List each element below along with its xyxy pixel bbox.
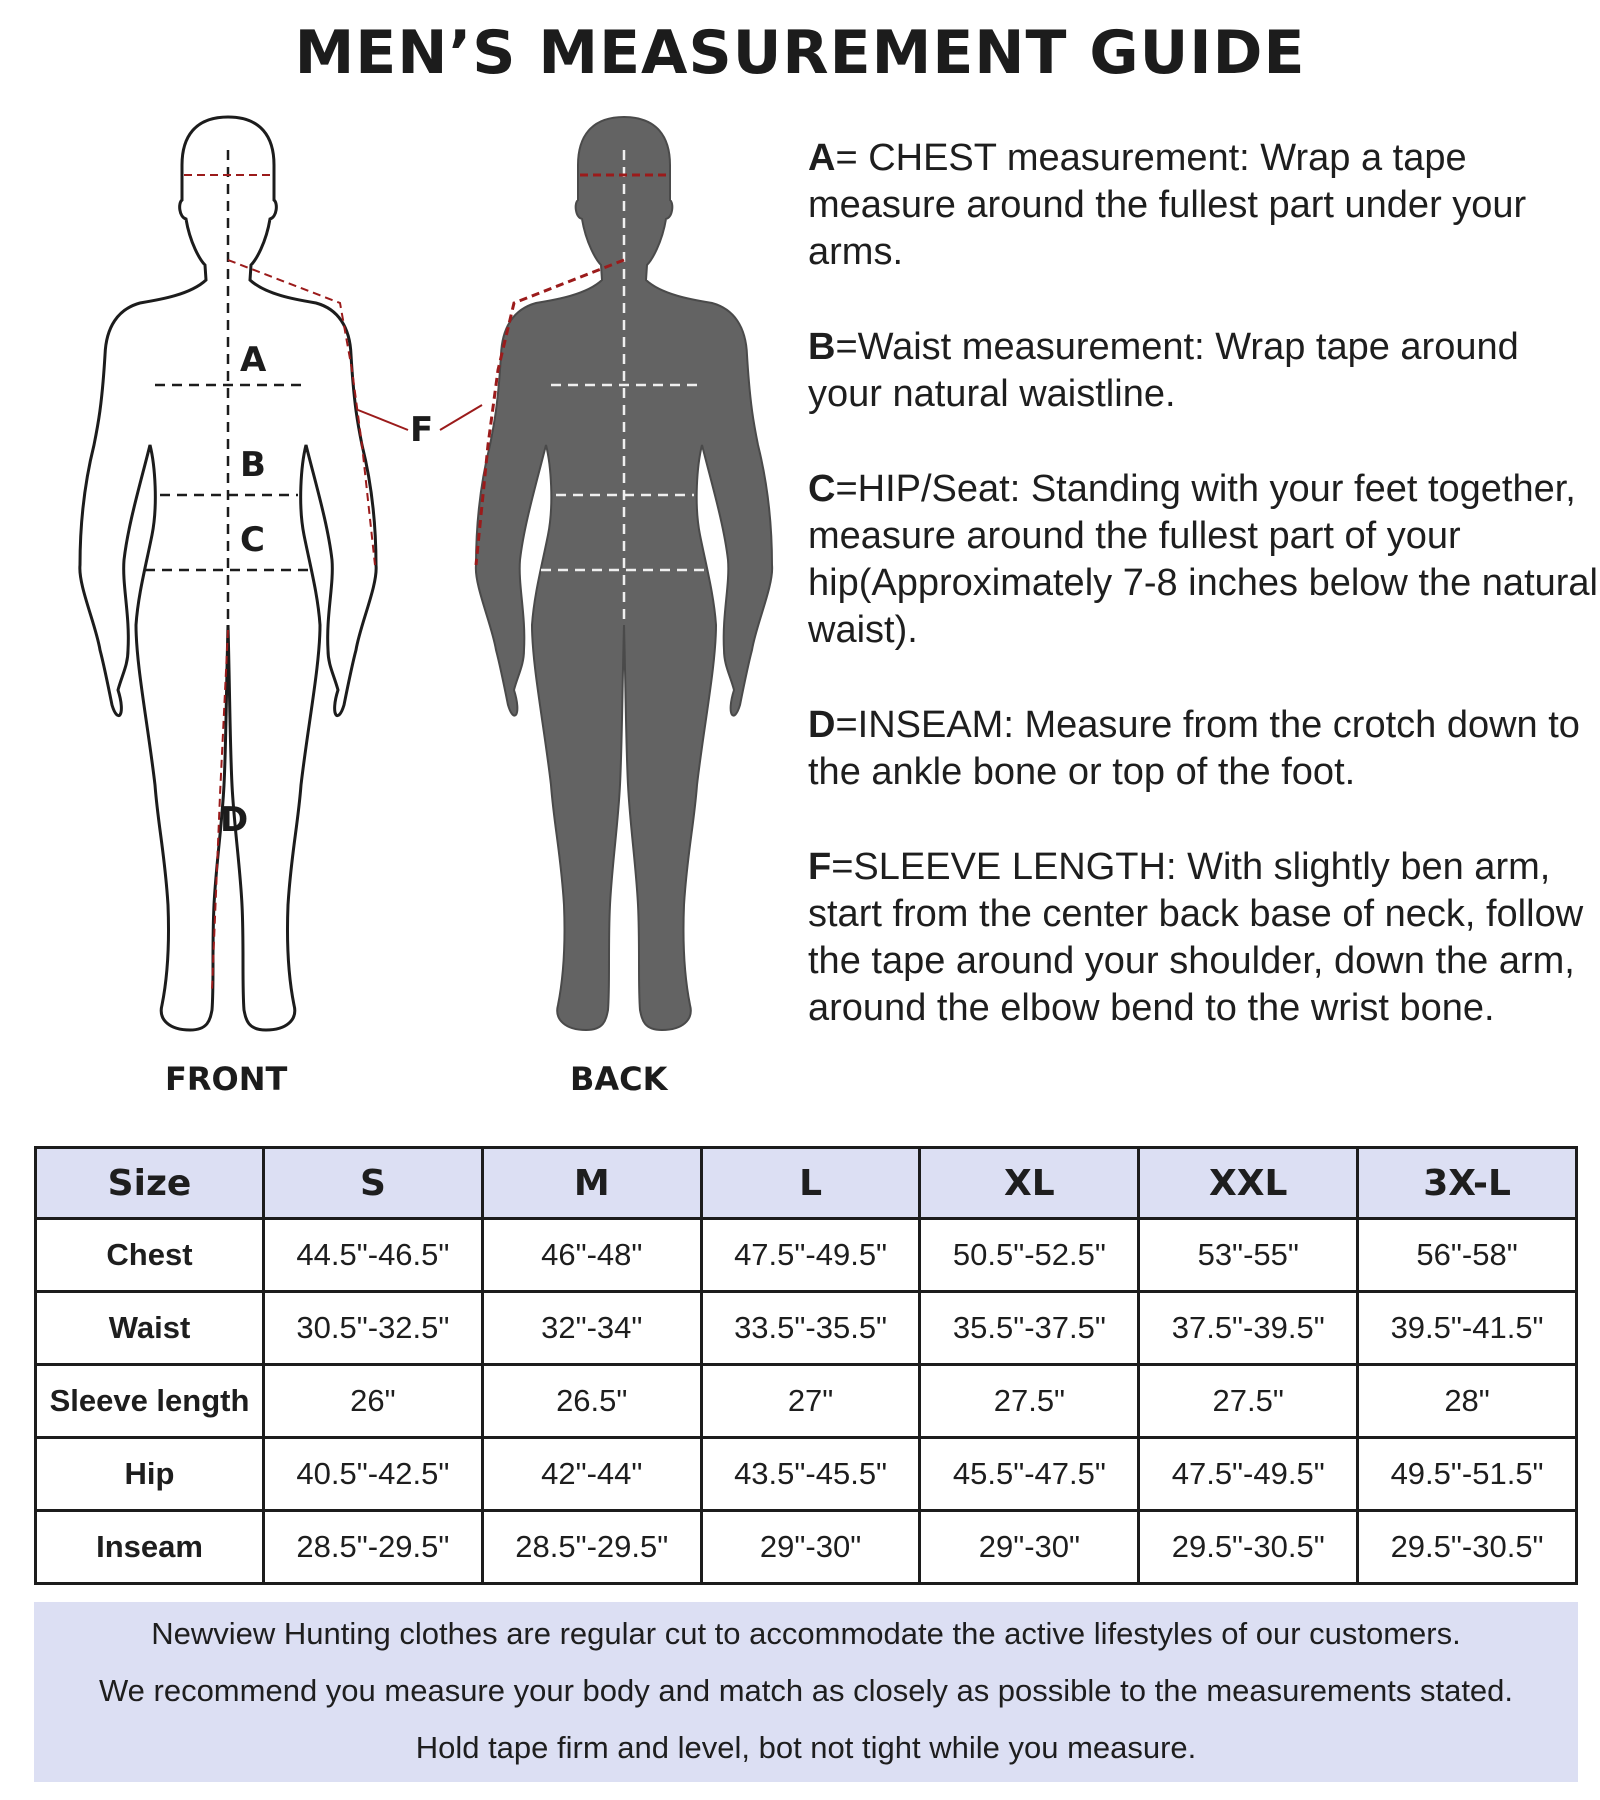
table-row <box>36 1292 1577 1365</box>
marker-d: D <box>220 800 249 840</box>
note-line: Hold tape firm and level, bot not tight while you measure. <box>415 1730 1197 1765</box>
measurement-descriptions <box>808 135 1598 1080</box>
table-cell: 43.5"-45.5" <box>701 1438 920 1511</box>
row-label: Waist <box>36 1292 264 1365</box>
fit-note <box>34 1602 1578 1782</box>
back-label: BACK <box>570 1060 668 1098</box>
row-label: Chest <box>36 1219 264 1292</box>
row-label: Inseam <box>36 1511 264 1584</box>
table-cell: 27.5" <box>920 1365 1139 1438</box>
header-cell: L <box>701 1148 920 1219</box>
table-cell: 29.5"-30.5" <box>1139 1511 1358 1584</box>
table-cell: 50.5"-52.5" <box>920 1219 1139 1292</box>
table-cell: 56"-58" <box>1358 1219 1577 1292</box>
table-cell: 32"-34" <box>482 1292 701 1365</box>
table-cell: 33.5"-35.5" <box>701 1292 920 1365</box>
table-cell: 27.5" <box>1139 1365 1358 1438</box>
note-line: We recommend you measure your body and match as closely as possible to the measurements stated. <box>98 1673 1514 1708</box>
desc-waist: B=Waist measurement: Wrap tape around your natural waistline. <box>808 326 1519 415</box>
table-cell: 29"-30" <box>701 1511 920 1584</box>
marker-a: A <box>240 340 267 380</box>
table-row <box>36 1511 1577 1584</box>
table-cell: 44.5"-46.5" <box>264 1219 483 1292</box>
desc-sleeve: F=SLEEVE LENGTH: With slightly ben arm, start from the center back base of neck, follow the tape around your shoulder, down the arm, around the elbow bend to the wrist bone. <box>808 846 1584 1029</box>
table-cell: 53"-55" <box>1139 1219 1358 1292</box>
marker-f: F <box>410 410 434 450</box>
table-cell: 29"-30" <box>920 1511 1139 1584</box>
table-cell: 46"-48" <box>482 1219 701 1292</box>
header-cell: M <box>482 1148 701 1219</box>
table-header-row <box>36 1148 1577 1219</box>
table-cell: 45.5"-47.5" <box>920 1438 1139 1511</box>
table-cell: 49.5"-51.5" <box>1358 1438 1577 1511</box>
table-cell: 28.5"-29.5" <box>482 1511 701 1584</box>
table-cell: 26" <box>264 1365 483 1438</box>
desc-chest: A= CHEST measurement: Wrap a tape measure around the fullest part under your arms. <box>808 137 1527 273</box>
row-label: Sleeve length <box>36 1365 264 1438</box>
table-cell: 26.5" <box>482 1365 701 1438</box>
table-row <box>36 1365 1577 1438</box>
marker-b: B <box>240 445 266 485</box>
body-diagram <box>0 105 800 1105</box>
table-cell: 29.5"-30.5" <box>1358 1511 1577 1584</box>
body-figures <box>0 105 800 1105</box>
header-cell: S <box>264 1148 483 1219</box>
table-cell: 28.5"-29.5" <box>264 1511 483 1584</box>
page-title: MEN’S MEASUREMENT GUIDE <box>294 18 1306 88</box>
table-cell: 39.5"-41.5" <box>1358 1292 1577 1365</box>
table-cell: 37.5"-39.5" <box>1139 1292 1358 1365</box>
table-cell: 42"-44" <box>482 1438 701 1511</box>
header-cell: 3X-L <box>1358 1148 1577 1219</box>
table-cell: 28" <box>1358 1365 1577 1438</box>
front-label: FRONT <box>165 1060 288 1098</box>
table-row <box>36 1219 1577 1292</box>
table-cell: 40.5"-42.5" <box>264 1438 483 1511</box>
header-cell: Size <box>36 1148 264 1219</box>
desc-hip: C=HIP/Seat: Standing with your feet together, measure around the fullest part of your hip(Approximately 7-8 inches below the natural waist). <box>808 468 1598 651</box>
header-cell: XXL <box>1139 1148 1358 1219</box>
header-cell: XL <box>920 1148 1139 1219</box>
row-label: Hip <box>36 1438 264 1511</box>
table-cell: 47.5"-49.5" <box>701 1219 920 1292</box>
table-cell: 27" <box>701 1365 920 1438</box>
marker-c: C <box>240 520 265 560</box>
table-cell: 35.5"-37.5" <box>920 1292 1139 1365</box>
table-row <box>36 1438 1577 1511</box>
desc-inseam: D=INSEAM: Measure from the crotch down to the ankle bone or top of the foot. <box>808 704 1580 793</box>
note-line: Newview Hunting clothes are regular cut to accommodate the active lifestyles of our customers. <box>151 1616 1461 1651</box>
table-cell: 47.5"-49.5" <box>1139 1438 1358 1511</box>
size-table <box>34 1146 1578 1585</box>
table-cell: 30.5"-32.5" <box>264 1292 483 1365</box>
